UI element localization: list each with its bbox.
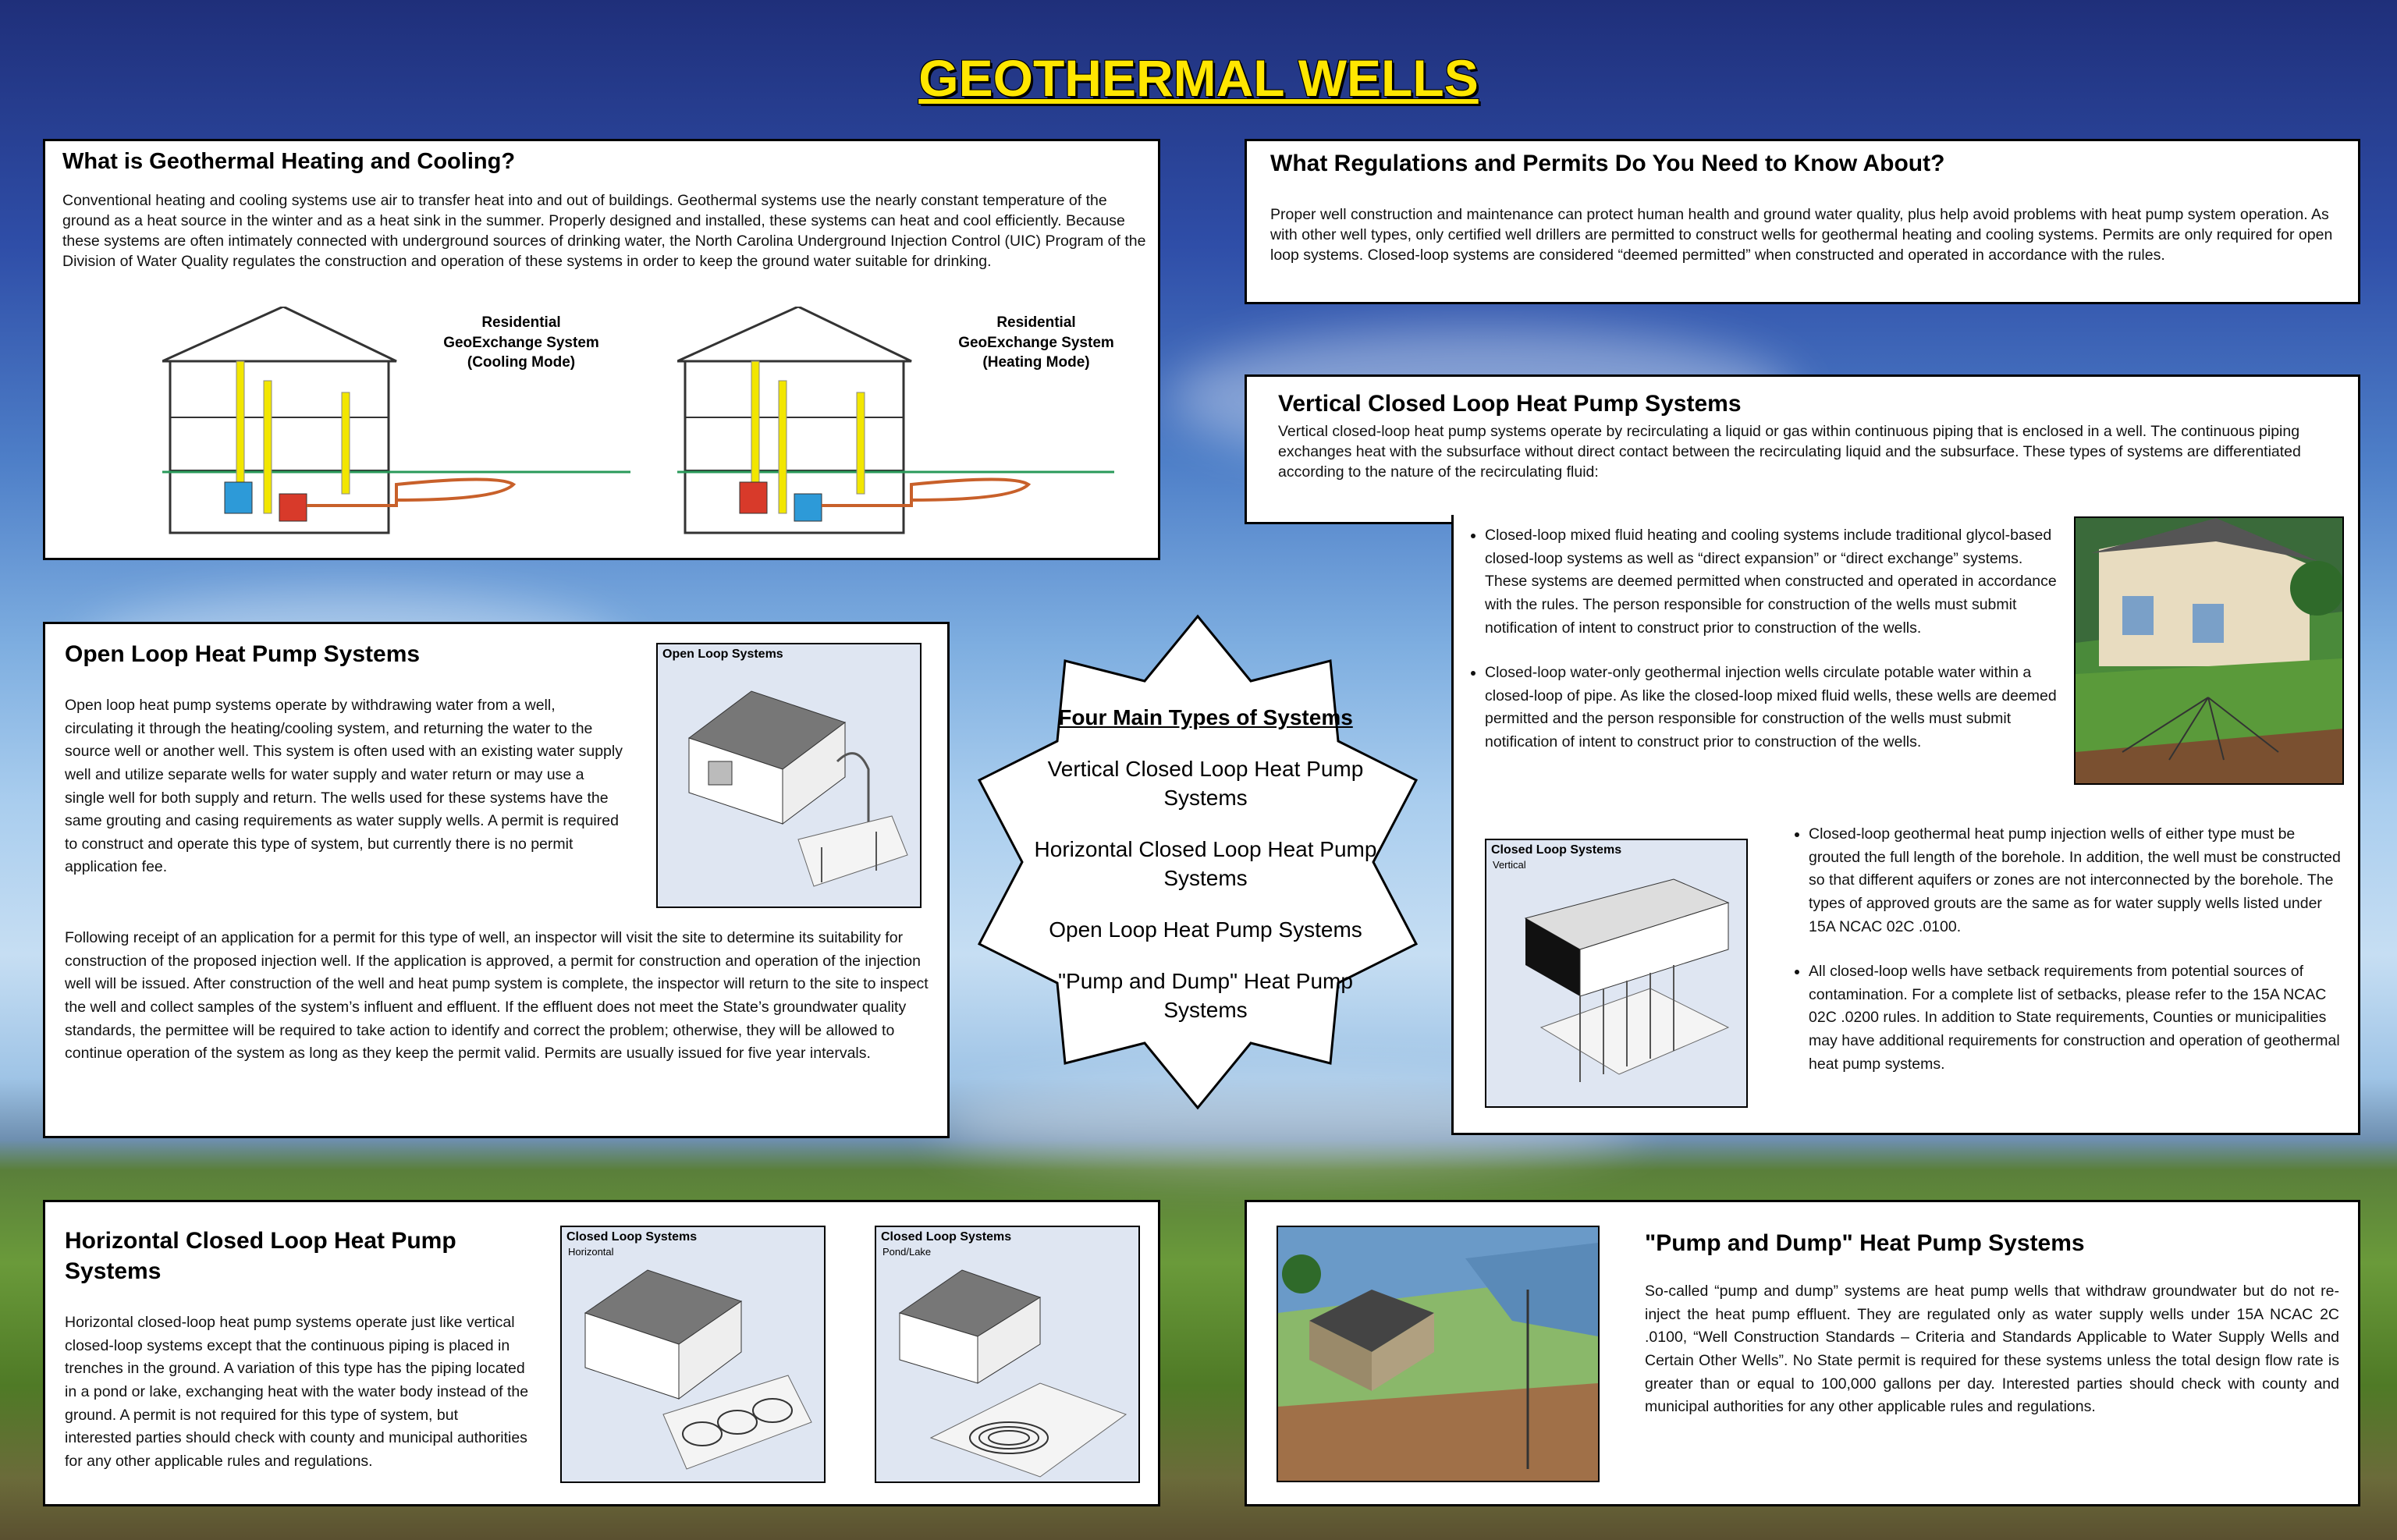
panel-body: So-called “pump and dump” systems are heat pump wells that withdraw groundwater but do not re-inject the heat pump effluent. They are regulated only as water supply wells under 15A NCAC 2C .0100, “Well Construction Standards – Criteria and Standards Applicable to Water Supply Wells and Certain Other Wells”. No State permit is required for these systems unless the total design flow rate is greater than or equal to 100,000 gallons per day. Interested parties should check with county and municipal authorities for any other applicable rules and regulations. xyxy=(1645,1283,2339,1416)
figure-label: Closed Loop Systems xyxy=(566,1230,698,1244)
list-item: • All closed-loop wells have setback requirements from potential sources of contamination. For a complete list of setbacks, please refer to the 15A NCAC 02C .0200 rules. In addition to State requirements, Counties or municipalities may have additional requirements for construction and operation of geothermal heat pump systems. xyxy=(1809,960,2347,1076)
diagram-caption-cooling: Residential GeoExchange System (Cooling Mode) xyxy=(443,314,599,371)
panel-heading: Horizontal Closed Loop Heat Pump Systems xyxy=(65,1228,456,1284)
open-loop-figure xyxy=(656,643,922,908)
pond-loop-figure xyxy=(875,1226,1140,1483)
panel-heading: What Regulations and Permits Do You Need to Know About? xyxy=(1270,151,1945,176)
vertical-bullets-top xyxy=(1454,524,2062,776)
panel-pump-and-dump xyxy=(1245,1200,2360,1506)
star-item: Open Loop Heat Pump Systems xyxy=(1049,917,1362,942)
horizontal-loop-illustration xyxy=(570,1258,819,1481)
pump-and-dump-photo xyxy=(1277,1226,1600,1482)
star-heading: Four Main Types of Systems xyxy=(1058,705,1353,729)
horizontal-loop-figure xyxy=(560,1226,826,1483)
diagram-caption-heating: Residential GeoExchange System (Heating Mode) xyxy=(958,314,1114,371)
panel-body: Horizontal closed-loop heat pump systems operate just like vertical closed-loop systems except that the continuous piping is placed in trenches in the ground. A variation of this type has the piping located in a pond or lake, exchanging heat with the water body instead of the ground. A permit is not required for this type of system, but interested parties should check with county and municipal authorities for any other applicable rules and regulations. xyxy=(65,1314,529,1470)
panel-body: Open loop heat pump systems operate by withdrawing water from a well, circulating it through the heating/cooling system, and returning the water to the source well or another well. This system is often used with an existing water supply well and utilize separate wells for water supply and water return or may use a single well for both supply and return. The wells used for these systems have the same grouting and casing requirements as water supply wells. A permit is required to construct and operate this type of system, but currently there is no permit application fee. xyxy=(65,697,623,876)
list-item: • Closed-loop geothermal heat pump injection wells of either type must be grouted the full length of the borehole. In addition, the well must be constructed so that different aquifers or zones are not interconnected by the borehole. The types of approved grouts are the same as for water supply wells listed under 15A NCAC 02C .0100. xyxy=(1809,823,2347,939)
star-item: Vertical Closed Loop Heat Pump Systems xyxy=(1047,757,1364,810)
panel-horizontal-closed-loop xyxy=(43,1200,1160,1506)
panel-heading: "Pump and Dump" Heat Pump Systems xyxy=(1645,1230,2085,1256)
figure-label: Closed Loop Systems xyxy=(881,1230,1012,1244)
star-item: Horizontal Closed Loop Heat Pump Systems xyxy=(1034,837,1377,890)
list-item: • Closed-loop mixed fluid heating and cooling systems include traditional glycol-based closed-loop systems as well as “direct expansion” or “direct exchange” systems. These systems are deemed permitted when constructed and operated in accordance with the rules. The person responsible for construction of the wells must submit notification of intent to construct prior to construction of the wells. xyxy=(1485,524,2062,640)
panel-body-continued: Following receipt of an application for a permit for this type of well, an inspector will visit the site to determine its suitability for construction of the proposed injection well. If the application is approved, a permit for construction and operation of the injection well will be issued. After construction of the well and heat pump system is complete, the inspector will return to the site to inspect the well and collect samples of the system’s influent and effluent. If the effluent does not meet the State’s groundwater quality standards, the permittee will be required to take action to identify and correct the problem; otherwise, they will be allowed to continue operation of the system as long as they keep the permit valid. Permits are usually issued for five year intervals. xyxy=(65,929,929,1063)
figure-sublabel: Pond/Lake xyxy=(882,1246,932,1258)
panel-open-loop xyxy=(43,622,950,1138)
figure-label: Open Loop Systems xyxy=(662,648,783,661)
pond-loop-illustration xyxy=(884,1258,1134,1481)
panel-vertical-details xyxy=(1451,515,2360,1135)
vertical-loop-illustration xyxy=(1494,871,1744,1105)
list-item: • Closed-loop water-only geothermal injection wells circulate potable water within a closed-loop of pipe. As like the closed-loop mixed fluid wells, these wells are deemed permitted and the person responsible for construction of the wells must submit notification of intent to construct prior to construction of the wells. xyxy=(1485,662,2062,754)
open-loop-illustration xyxy=(666,668,915,902)
figure-sublabel: Vertical xyxy=(1493,859,1526,871)
panel-body: Vertical closed-loop heat pump systems operate by recirculating a liquid or gas within continuous piping that is enclosed in a well. The continuous piping exchanges heat with the subsurface without direct contact between the recirculating liquid and the subsurface. These types of systems are differentiated according to the nature of the recirculating fluid: xyxy=(1278,423,2301,481)
vertical-bullets-bottom xyxy=(1766,823,2347,1098)
panel-body: Conventional heating and cooling systems use air to transfer heat into and out of buildings. Geothermal systems use the nearly constant temperature of the ground as a heat source in the winter and as a heat sink in the summer. Properly designed and installed, these systems can heat and cool efficiently. Because these systems are often intimately connected with underground sources of drinking water, the North Carolina Underground Injection Control (UIC) Program of the Division of Water Quality regulates the construction and operation of these systems in order to keep the ground water suitable for drinking. xyxy=(62,192,1146,270)
panel-body: Proper well construction and maintenance can protect human health and ground water quality, plus help avoid problems with heat pump system operation. As with other well types, only certified well drillers are permitted to construct wells for geothermal heating and cooling systems. Permits are only required for open loop systems. Closed-loop systems are considered “deemed permitted” when constructed and operated in accordance with the rules. xyxy=(1270,206,2333,264)
panel-heading: What is Geothermal Heating and Cooling? xyxy=(62,149,516,174)
closed-loop-vertical-figure xyxy=(1485,839,1748,1108)
panel-heading: Open Loop Heat Pump Systems xyxy=(65,641,421,667)
star-item: "Pump and Dump" Heat Pump Systems xyxy=(1058,969,1353,1022)
four-types-list xyxy=(1030,704,1381,1048)
panel-regulations xyxy=(1245,139,2360,304)
page-title: GEOTHERMAL WELLS xyxy=(918,49,1479,107)
panel-vertical-closed-loop xyxy=(1245,374,2360,524)
house-vertical-loop-photo xyxy=(2074,516,2344,785)
figure-label: Closed Loop Systems xyxy=(1491,843,1622,857)
panel-heading: Vertical Closed Loop Heat Pump Systems xyxy=(1278,391,1742,417)
panel-what-is xyxy=(43,139,1160,560)
figure-sublabel: Horizontal xyxy=(568,1246,614,1258)
